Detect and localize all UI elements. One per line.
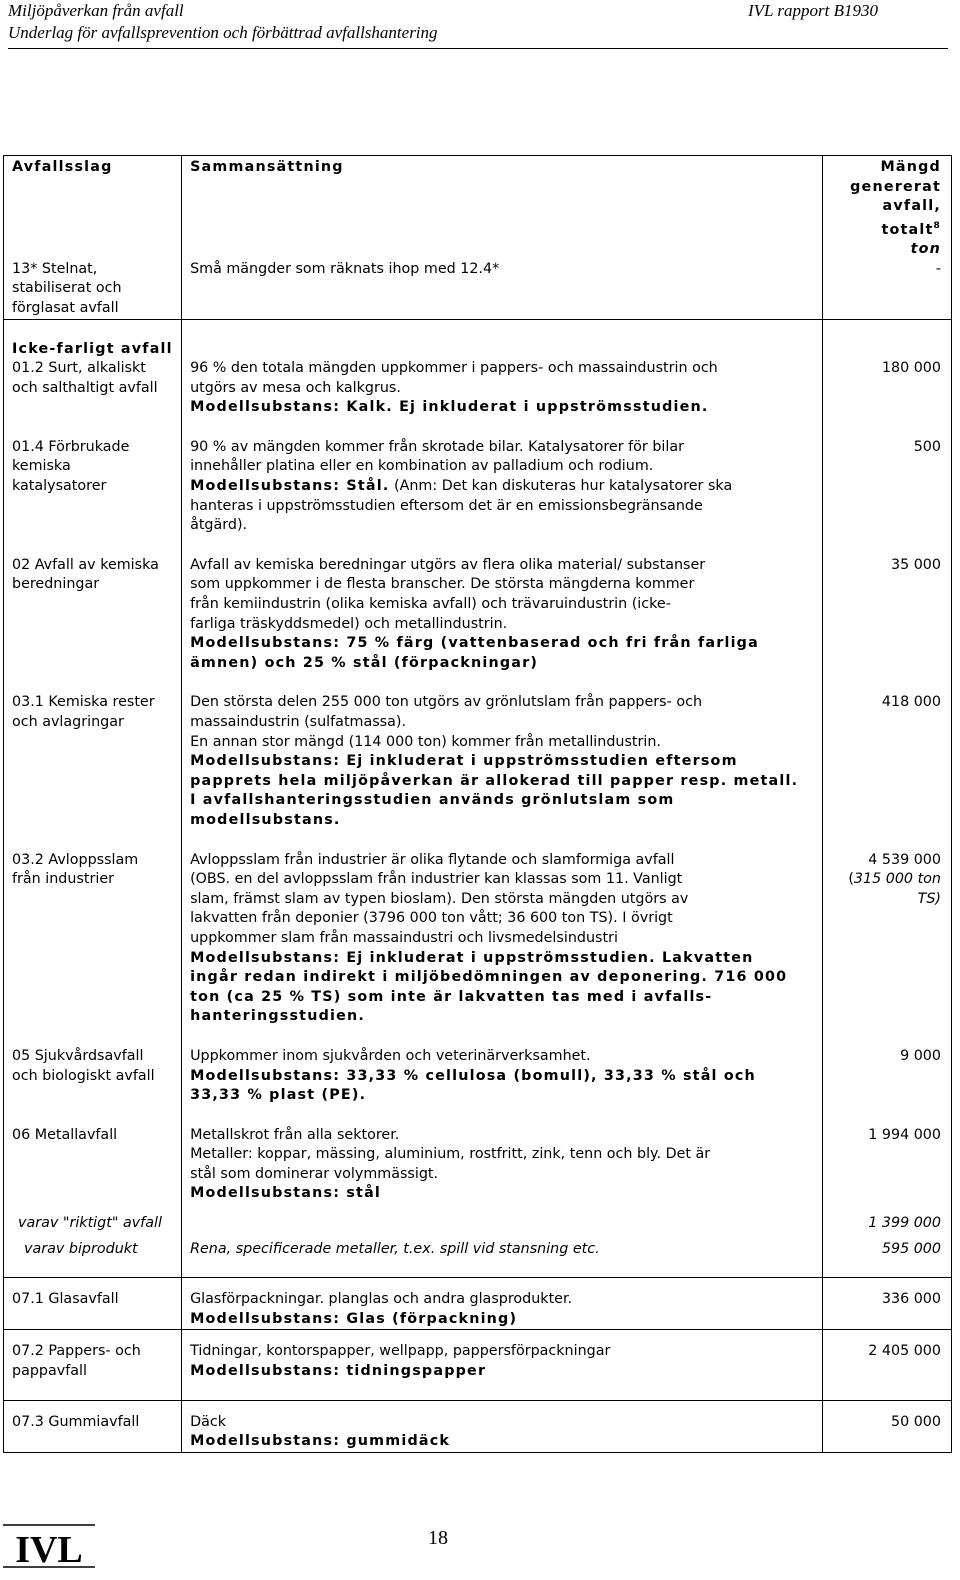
column-header-waste-type: Avfallsslag [12,159,113,175]
table-row: 05 Sjukvårdsavfall och biologiskt avfall Uppkommer inom sjukvården och veterinärverksamhet. Modellsubstans: 33,33 % cellulosa (bomull), 33,33 % stål och 33,33 % plast (PE). 9 000 [4,1047,952,1106]
table-row: 06 Metallavfall Metallskrot från alla sektorer. Metaller: koppar, mässing, aluminium, rostfritt, zink, tenn och bly. Det är stål som dominerar volymmässigt. Modellsubstans: stål 1 994 000 [4,1126,952,1204]
table-row: varav biprodukt Rena, specificerade metaller, t.ex. spill vid stansning etc. 595 000 [4,1234,952,1278]
section-label: Icke-farligt avfall [12,340,173,357]
report-number: IVL rapport B1930 [747,1,878,20]
ivl-logo [3,1522,95,1570]
column-header-amount: Mängd genererat avfall, totalt$^8$ ton [823,156,952,260]
ivl-logo-text: IVL [15,1529,83,1570]
header-rule [8,48,948,49]
column-header-composition: Sammansättning [190,159,344,175]
section-row [4,319,952,359]
header-title: Miljöpåverkan från avfall [8,1,184,20]
table-row: varav "riktigt" avfall 1 399 000 [4,1204,952,1234]
waste-table [3,155,952,1453]
table-row: 02 Avfall av kemiska beredningar Avfall av kemiska beredningar utgörs av flera olika material/ substanser som uppkommer i de flesta branscher. De största mängderna kommer från kemiindustrin (olika kemiska avfall) och trävaruindustrin (icke- farliga träskyddsmedel) och metallindustrin. Modellsubstans: 75 % färg (vattenbaserad och fri från farliga ämnen) och 25 % stål (förpackningar) 35 000 [4,556,952,674]
table-row: 03.2 Avloppsslam från industrier Avloppsslam från industrier är olika flytande och slamformiga avfall (OBS. en del avloppsslam från industrier kan klassas som 11. Vanligt slam, främst slam av typen bioslam). Den största mängden utgörs av lakvatten från deponier (3796 000 ton vått; 36 600 ton TS). I övrigt uppkommer slam från massaindustri och livsmedelsindustri Modellsubstans: Ej inkluderat i uppströmsstudien. Lakvatten ingår redan indirekt i miljöbedömningen av deponering. 716 000 ton (ca 25 % TS) som inte är lakvatten tas med i avfalls- hanteringsstudien. 4 539 000 (315 000 ton TS) [4,851,952,1027]
table-row: 01.4 Förbrukade kemiska katalysatorer 90 % av mängden kommer från skrotade bilar. Katalysatorer för bilar innehåller platina eller en kombination av palladium och rodium. Modellsubstans: Stål. (Anm: Det kan diskuteras hur katalysatorer ska hanteras i uppströmsstudien eftersom det är en emissionsbegränsande åtgärd). 500 [4,438,952,536]
page-number: 18 [428,1527,448,1549]
table-row: 07.1 Glasavfall Glasförpackningar. planglas och andra glasprodukter. Modellsubstans: Glas (förpackning) 336 000 [4,1278,952,1330]
table-row: 13* Stelnat, stabiliserat och förglasat avfall Små mängder som räknats ihop med 12.4* - [4,260,952,319]
table-row: 01.2 Surt, alkaliskt och salthaltigt avfall 96 % den totala mängden uppkommer i pappers- och massaindustrin och utgörs av mesa och kalkgrus. Modellsubstans: Kalk. Ej inkluderat i uppströmsstudien. 180 000 [4,359,952,418]
table-row: 07.2 Pappers- och pappavfall Tidningar, kontorspapper, wellpapp, pappersförpackningar Modellsubstans: tidningspapper 2 405 000 [4,1330,952,1400]
table-row: 07.3 Gummiavfall Däck Modellsubstans: gummidäck 50 000 [4,1400,952,1452]
table-header-row [4,156,952,260]
page-header [8,0,948,52]
header-subtitle: Underlag för avfallsprevention och förbättrad avfallshantering [8,23,438,42]
table-row: 03.1 Kemiska rester och avlagringar Den största delen 255 000 ton utgörs av grönlutslam från pappers- och massaindustrin (sulfatmassa). En annan stor mängd (114 000 ton) kommer från metallindustrin. Modellsubstans: Ej inkluderat i uppströmsstudien eftersom papprets hela miljöpåverkan är allokerad till papper resp. metall. I avfallshanteringsstudien används grönlutslam som modellsubstans. 418 000 [4,693,952,830]
